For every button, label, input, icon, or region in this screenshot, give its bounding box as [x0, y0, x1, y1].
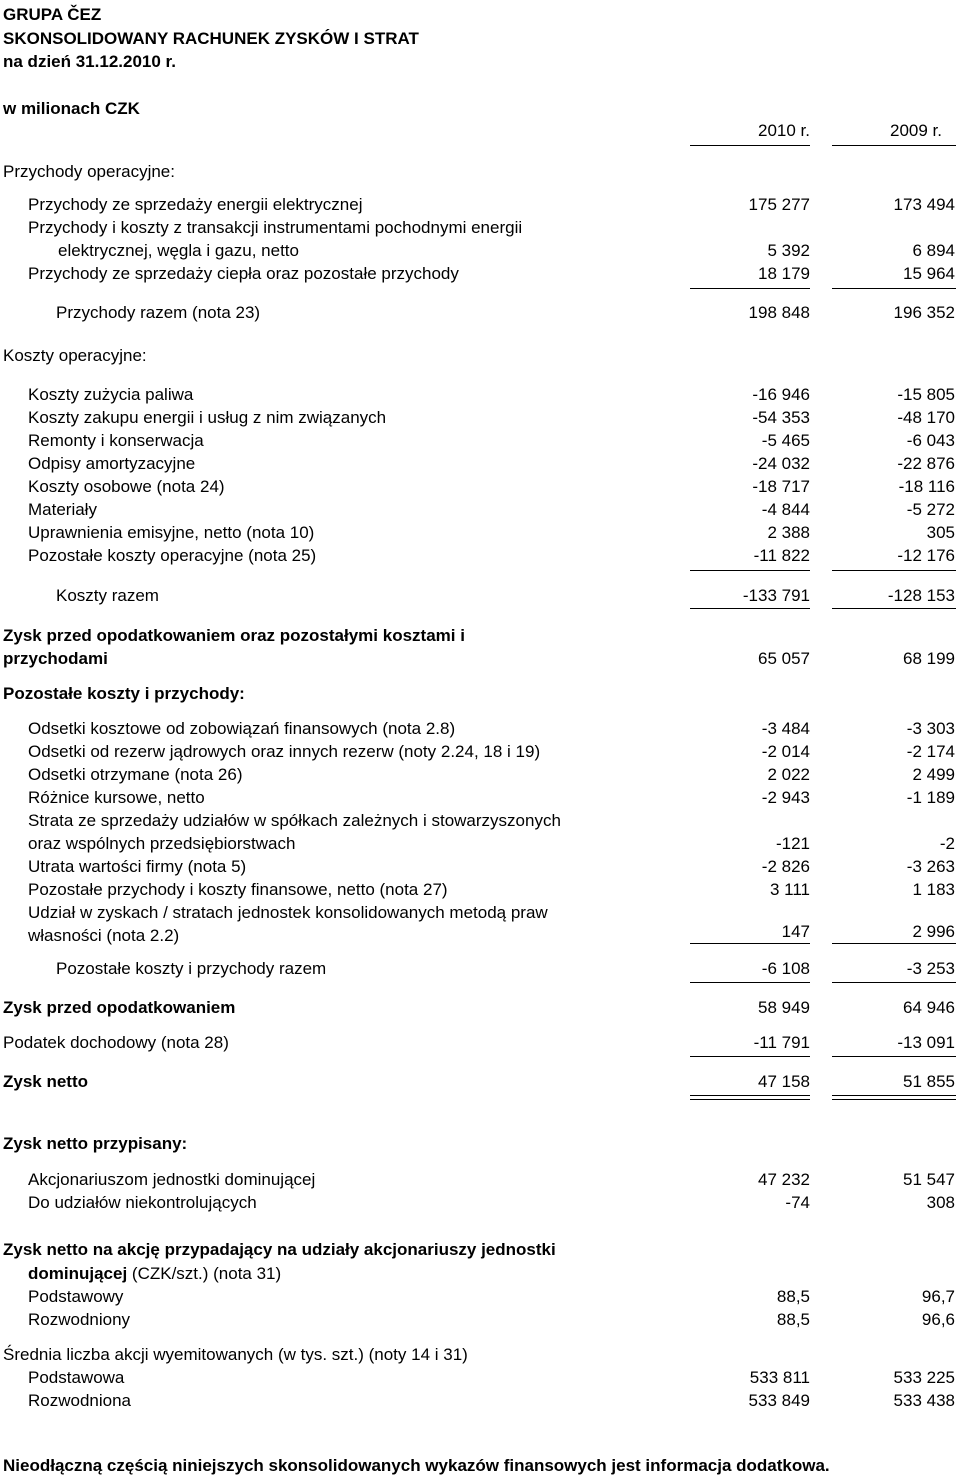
value-2010: -24 032	[752, 454, 810, 473]
value-2009: -1 189	[906, 788, 955, 807]
value-2010: 65 057	[758, 649, 810, 668]
value-2009: 1 183	[912, 880, 955, 899]
double-rule-2010-a	[690, 1095, 810, 1096]
value-2010: 2 388	[767, 523, 810, 542]
section-attrib-header	[0, 1133, 960, 1155]
value-2010: -2 943	[761, 788, 810, 807]
row-o5a	[0, 810, 960, 832]
value-2010: -18 717	[752, 477, 810, 496]
value-2010: 5 392	[767, 241, 810, 260]
company-name-text: GRUPA ČEZ	[3, 5, 102, 24]
value-2010: -6 108	[761, 959, 810, 978]
value-2010: -74	[785, 1193, 810, 1212]
value-2010: 198 848	[748, 303, 810, 322]
row-label: Przychody razem (nota 23)	[56, 303, 261, 322]
row-label: Uprawnienia emisyjne, netto (nota 10)	[28, 523, 315, 542]
value-2009: -3 303	[906, 719, 955, 738]
row-label: Odsetki od rezerw jądrowych oraz innych rezerw (noty 2.24, 18 i 19)	[28, 742, 541, 761]
row-o3	[0, 764, 960, 786]
value-2009: -13 091	[897, 1033, 955, 1052]
section-label: Koszty operacyjne:	[3, 346, 147, 365]
row-rev1	[0, 194, 960, 216]
row-label: Rozwodniona	[28, 1391, 132, 1410]
value-2010: 47 158	[758, 1072, 810, 1091]
section-label: Średnia liczba akcji wyemitowanych (w tys. szt.) (noty 14 i 31)	[3, 1345, 468, 1364]
row-label: Zysk netto	[3, 1072, 89, 1091]
value-2009: 51 855	[903, 1072, 955, 1091]
row-label: Odsetki otrzymane (nota 26)	[28, 765, 243, 784]
unit-label-text: w milionach CZK	[3, 99, 140, 118]
row-c4	[0, 453, 960, 475]
value-2009: 533 225	[893, 1368, 955, 1387]
row-label: Zysk przed opodatkowaniem	[3, 998, 236, 1017]
footer-note	[0, 1455, 960, 1477]
value-2009: -2	[939, 834, 955, 853]
row-label: Podstawowy	[28, 1287, 124, 1306]
row-label: Podatek dochodowy (nota 28)	[3, 1033, 229, 1052]
row-label: Pozostałe przychody i koszty finansowe, netto (nota 27)	[28, 880, 448, 899]
value-2009: 15 964	[903, 264, 955, 283]
subtotal-rule-2010	[690, 288, 810, 289]
value-2009: -5 272	[906, 500, 955, 519]
value-2010: 533 849	[748, 1391, 810, 1410]
row-c3	[0, 430, 960, 452]
section-label: Zysk netto na akcję przypadający na udziały akcjonariuszy jednostki	[3, 1240, 556, 1259]
total-rule-2009	[832, 608, 956, 609]
row-c2	[0, 407, 960, 429]
value-2009: 6 894	[912, 241, 955, 260]
statement-title	[0, 28, 960, 50]
eps-bold-part: dominującej	[28, 1264, 128, 1283]
row-label: własności (nota 2.2)	[28, 926, 180, 945]
subtotal-rule-2009	[832, 288, 956, 289]
value-2009: 96,7	[921, 1287, 955, 1306]
row-label: elektrycznej, węgla i gazu, netto	[58, 241, 299, 260]
row-label: Podstawowa	[28, 1368, 125, 1387]
row-c8	[0, 545, 960, 567]
row-label: Przychody i koszty z transakcji instrumentami pochodnymi energii	[28, 218, 523, 237]
row-label: Pozostałe koszty i przychody razem	[56, 959, 327, 978]
section-eps-header-1	[0, 1239, 960, 1261]
eps-normal-part: (CZK/szt.) (nota 31)	[127, 1264, 282, 1283]
double-rule-2010-b	[690, 1099, 810, 1100]
value-2009: 533 438	[893, 1391, 955, 1410]
value-2009: -2 174	[906, 742, 955, 761]
value-2009: 308	[926, 1193, 955, 1212]
footer-text: Nieodłączną częścią niniejszych skonsolidowanych wykazów finansowych jest informacja dodatkowa.	[3, 1456, 830, 1475]
value-2010: 58 949	[758, 998, 810, 1017]
subtotal-rule-2009	[832, 570, 956, 571]
value-2010: -3 484	[761, 719, 810, 738]
column-2010-underline	[690, 145, 810, 146]
value-2010: 88,5	[776, 1310, 810, 1329]
row-s1	[0, 1367, 960, 1389]
row-o7	[0, 879, 960, 901]
double-rule-2009-b	[832, 1099, 956, 1100]
value-2010: -2 014	[761, 742, 810, 761]
value-2010: 18 179	[758, 264, 810, 283]
value-2010: -121	[775, 834, 810, 853]
section-label-2	[28, 1263, 281, 1285]
statement-date	[0, 51, 960, 73]
row-o2	[0, 741, 960, 763]
row-c-total	[0, 585, 960, 607]
row-label: Pozostałe koszty operacyjne (nota 25)	[28, 546, 317, 565]
value-2009: -6 043	[906, 431, 955, 450]
row-label: Strata ze sprzedaży udziałów w spółkach zależnych i stowarzyszonych	[28, 811, 561, 830]
unit-label	[0, 98, 960, 120]
value-2010: 47 232	[758, 1170, 810, 1189]
company-name	[0, 4, 960, 26]
section-costs-header	[0, 345, 960, 367]
value-2009: -3 253	[906, 959, 955, 978]
row-c5	[0, 476, 960, 498]
row-e1	[0, 1286, 960, 1308]
row-label: Udział w zyskach / stratach jednostek konsolidowanych metodą praw	[28, 903, 548, 922]
section-other-header	[0, 683, 960, 705]
row-label: Przychody ze sprzedaży energii elektrycznej	[28, 195, 363, 214]
row-label: Odpisy amortyzacyjne	[28, 454, 196, 473]
row-label: Koszty razem	[56, 586, 159, 605]
total-rule-2010	[690, 982, 810, 983]
subtotal-rule-2010	[690, 1056, 810, 1057]
row-label: Koszty zakupu energii i usług z nim związanych	[28, 408, 387, 427]
value-2009: 173 494	[893, 195, 955, 214]
subtotal-rule-2009	[832, 1056, 956, 1057]
value-2010: -11 791	[753, 1033, 810, 1052]
column-2009-underline	[832, 145, 956, 146]
value-2010: -133 791	[742, 586, 810, 605]
row-label: Materiały	[28, 500, 97, 519]
value-2010: 2 022	[767, 765, 810, 784]
value-2009: -22 876	[897, 454, 955, 473]
row-ebit-a	[0, 625, 960, 647]
value-2009: 2 996	[912, 922, 955, 941]
total-rule-2010	[690, 608, 810, 609]
value-2010: -54 353	[752, 408, 810, 427]
row-label: Utrata wartości firmy (nota 5)	[28, 857, 247, 876]
value-2010: 3 111	[769, 880, 810, 899]
row-label: Przychody ze sprzedaży ciepła oraz pozostałe przychody	[28, 264, 459, 283]
section-label: Pozostałe koszty i przychody:	[3, 684, 245, 703]
row-c1	[0, 384, 960, 406]
value-2009: -48 170	[897, 408, 955, 427]
value-2010: -16 946	[752, 385, 810, 404]
value-2009: 96,6	[921, 1310, 955, 1329]
row-label: Rozwodniony	[28, 1310, 131, 1329]
value-2010: 175 277	[748, 195, 810, 214]
value-2009: 305	[926, 523, 955, 542]
row-label: Odsetki kosztowe od zobowiązań finansowych (nota 2.8)	[28, 719, 456, 738]
row-label: przychodami	[3, 649, 108, 668]
value-2009: 196 352	[893, 303, 955, 322]
row-label: Remonty i konserwacja	[28, 431, 204, 450]
row-rev2b	[0, 240, 960, 262]
section-label: Przychody operacyjne:	[3, 162, 175, 181]
value-2009: -12 176	[897, 546, 955, 565]
value-2010: -5 465	[761, 431, 810, 450]
value-2010: 88,5	[776, 1287, 810, 1306]
statement-date-text: na dzień 31.12.2010 r.	[3, 52, 176, 71]
column-2010: 2010 r.	[758, 121, 810, 140]
row-label: Do udziałów niekontrolujących	[28, 1193, 257, 1212]
row-o5b	[0, 833, 960, 855]
row-o8b	[0, 922, 960, 947]
row-ebit-b	[0, 648, 960, 670]
row-label: Różnice kursowe, netto	[28, 788, 205, 807]
value-2010: 533 811	[749, 1368, 810, 1387]
row-o8a	[0, 902, 960, 924]
row-o4	[0, 787, 960, 809]
row-rev-total	[0, 302, 960, 324]
row-s2	[0, 1390, 960, 1412]
row-label: Akcjonariuszom jednostki dominującej	[28, 1170, 316, 1189]
value-2009: -3 263	[906, 857, 955, 876]
column-headers	[0, 120, 960, 142]
row-c7	[0, 522, 960, 544]
row-tax	[0, 1032, 960, 1054]
value-2009: -18 116	[898, 477, 955, 496]
section-eps-header-2	[0, 1263, 960, 1285]
double-rule-2009-a	[832, 1095, 956, 1096]
subtotal-rule-2010	[690, 570, 810, 571]
value-2009: 68 199	[903, 649, 955, 668]
section-shares-header	[0, 1344, 960, 1366]
value-2009: 2 499	[912, 765, 955, 784]
section-label: Zysk netto przypisany:	[3, 1134, 188, 1153]
value-2009: -128 153	[887, 586, 955, 605]
value-2010: -2 826	[761, 857, 810, 876]
value-2009: 64 946	[903, 998, 955, 1017]
row-o6	[0, 856, 960, 878]
row-label: Zysk przed opodatkowaniem oraz pozostałymi kosztami i	[3, 626, 465, 645]
total-rule-2009	[832, 982, 956, 983]
value-2010: -4 844	[761, 500, 810, 519]
row-o-total	[0, 958, 960, 980]
row-e2	[0, 1309, 960, 1331]
row-o1	[0, 718, 960, 740]
row-rev3	[0, 263, 960, 285]
value-2010: 147	[781, 922, 810, 941]
section-revenue-header	[0, 161, 960, 183]
row-c6	[0, 499, 960, 521]
subtotal-rule-2010	[690, 943, 810, 944]
row-label: Koszty zużycia paliwa	[28, 385, 194, 404]
row-a2	[0, 1192, 960, 1214]
column-2009: 2009 r.	[890, 121, 942, 140]
row-label: oraz wspólnych przedsiębiorstwach	[28, 834, 296, 853]
row-label: Koszty osobowe (nota 24)	[28, 477, 225, 496]
row-rev2a	[0, 217, 960, 239]
row-ebt	[0, 997, 960, 1019]
row-a1	[0, 1169, 960, 1191]
statement-title-text: SKONSOLIDOWANY RACHUNEK ZYSKÓW I STRAT	[3, 29, 419, 48]
row-net	[0, 1071, 960, 1093]
value-2009: -15 805	[897, 385, 955, 404]
value-2009: 51 547	[903, 1170, 955, 1189]
value-2010: -11 822	[753, 546, 810, 565]
subtotal-rule-2009	[832, 943, 956, 944]
